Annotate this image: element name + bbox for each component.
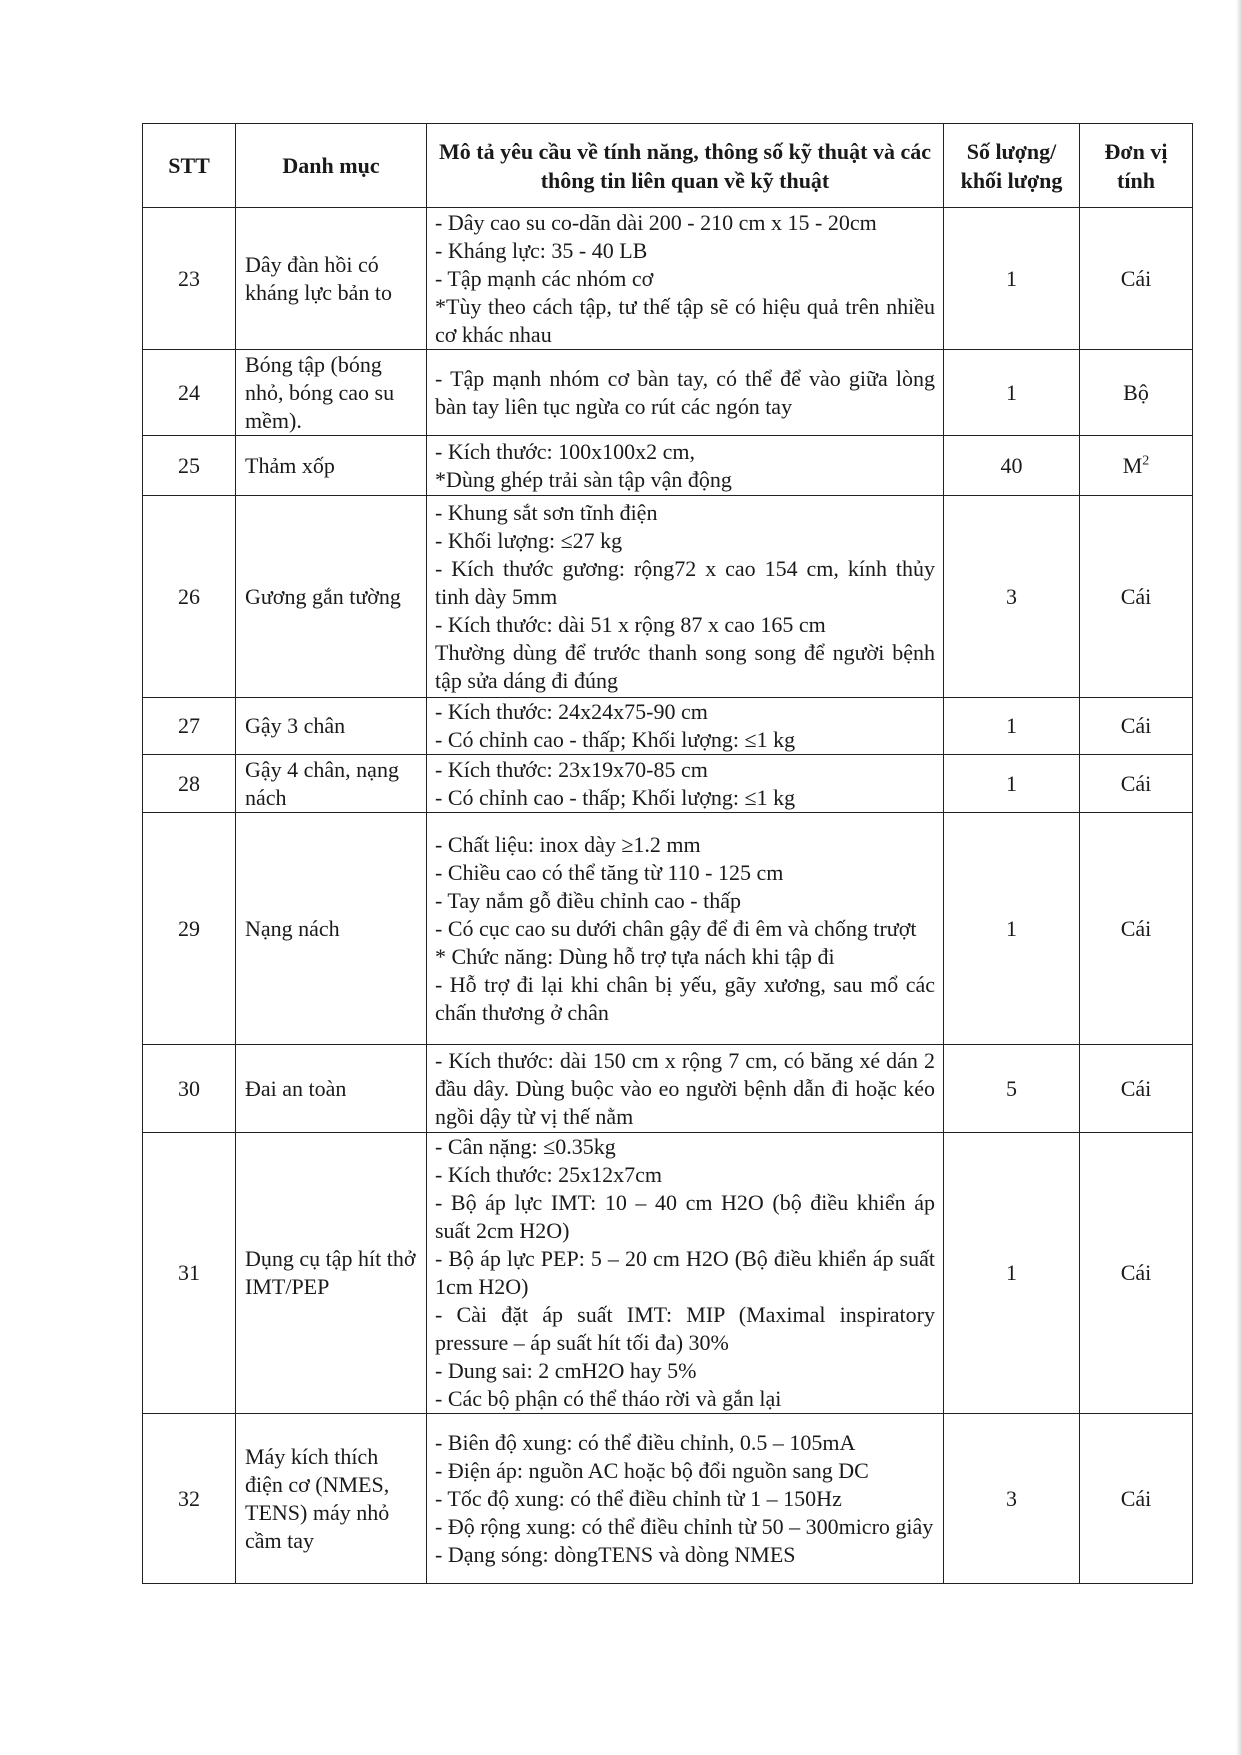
header-category: Danh mục xyxy=(236,124,427,208)
row-description xyxy=(427,698,944,755)
row-description xyxy=(427,1045,944,1133)
header-unit: Đơn vị tính xyxy=(1080,124,1193,208)
description-line: - Kháng lực: 35 - 40 LB xyxy=(435,237,648,263)
row-quantity: 1 xyxy=(944,350,1080,436)
description-line: - Có chỉnh cao - thấp; Khối lượng: ≤1 kg xyxy=(435,784,796,810)
row-description xyxy=(427,208,944,350)
unit-label: Cái xyxy=(1120,915,1152,941)
row-stt: 31 xyxy=(143,1133,236,1414)
description-line: - Độ rộng xung: có thể điều chỉnh từ 50 – 300micro giây xyxy=(435,1513,934,1539)
description-line: - Cân nặng: ≤0.35kg xyxy=(435,1134,616,1159)
description-line: - Kích thước gương: rộng72 x cao 154 cm, kính thủy tinh dày 5mm xyxy=(435,555,935,609)
row-description xyxy=(427,1414,944,1584)
table-row xyxy=(143,436,1193,496)
row-description xyxy=(427,496,944,698)
unit-label: Cái xyxy=(1120,1485,1152,1511)
row-unit xyxy=(1080,208,1193,350)
row-category: Bóng tập (bóng nhỏ, bóng cao su mềm). xyxy=(236,350,427,436)
description-line: - Tập mạnh nhóm cơ bàn tay, có thể để vào giữa lòng bàn tay liên tục ngừa co rút các ngón tay xyxy=(435,365,935,419)
table-row xyxy=(143,208,1193,350)
table-row xyxy=(143,1414,1193,1584)
description-line: - Dây cao su co-dãn dài 200 - 210 cm x 15 - 20cm xyxy=(435,209,877,235)
row-category: Gậy 4 chân, nạng nách xyxy=(236,755,427,813)
description-line: - Biên độ xung: có thể điều chỉnh, 0.5 – 105mA xyxy=(435,1429,856,1455)
row-quantity: 1 xyxy=(944,698,1080,755)
table-row xyxy=(143,1045,1193,1133)
table-row xyxy=(143,755,1193,813)
row-quantity: 5 xyxy=(944,1045,1080,1133)
unit-label: M xyxy=(1122,452,1143,478)
description-line: - Bộ áp lực IMT: 10 – 40 cm H2O (bộ điều khiển áp suất 2cm H2O) xyxy=(435,1190,935,1243)
description-line: - Kích thước: dài 51 x rộng 87 x cao 165 cm xyxy=(435,611,826,637)
description-line: - Chất liệu: inox dày ≥1.2 mm xyxy=(435,831,701,857)
unit-label: Cái xyxy=(1120,1075,1152,1101)
unit-label: Cái xyxy=(1120,265,1152,291)
unit-label: Cái xyxy=(1120,770,1152,796)
row-category: Gậy 3 chân xyxy=(236,698,427,755)
header-stt: STT xyxy=(143,124,236,208)
row-stt: 23 xyxy=(143,208,236,350)
description-line: - Cài đặt áp suất IMT: MIP (Maximal inspiratory pressure – áp suất hít tối đa) 30% xyxy=(435,1302,935,1355)
row-description xyxy=(427,436,944,496)
row-category: Nạng nách xyxy=(236,813,427,1045)
description-line: - Tay nắm gỗ điều chỉnh cao - thấp xyxy=(435,887,741,913)
description-line: - Dung sai: 2 cmH2O hay 5% xyxy=(435,1358,697,1383)
description-line: - Khung sắt sơn tĩnh điện xyxy=(435,499,658,525)
description-line: - Dạng sóng: dòngTENS và dòng NMES xyxy=(435,1541,796,1567)
equipment-spec-table xyxy=(142,123,1193,1584)
row-category: Gương gắn tường xyxy=(236,496,427,698)
unit-label: Bộ xyxy=(1123,379,1149,405)
row-stt: 30 xyxy=(143,1045,236,1133)
row-stt: 28 xyxy=(143,755,236,813)
row-quantity: 1 xyxy=(944,813,1080,1045)
row-quantity: 1 xyxy=(944,1133,1080,1414)
description-line: - Có chỉnh cao - thấp; Khối lượng: ≤1 kg xyxy=(435,727,796,752)
row-unit xyxy=(1080,755,1193,813)
row-category: Đai an toàn xyxy=(236,1045,427,1133)
description-line: *Tùy theo cách tập, tư thế tập sẽ có hiệu quả trên nhiều cơ khác nhau xyxy=(435,293,935,347)
description-line: - Có cục cao su dưới chân gậy để đi êm và chống trượt xyxy=(435,915,917,941)
description-line: - Kích thước: 23x19x70-85 cm xyxy=(435,756,708,782)
unit-label: Cái xyxy=(1120,713,1152,738)
row-category: Dụng cụ tập hít thở IMT/PEP xyxy=(236,1133,427,1414)
description-line: - Chiều cao có thể tăng từ 110 - 125 cm xyxy=(435,859,784,885)
row-stt: 24 xyxy=(143,350,236,436)
table-header-row xyxy=(143,124,1193,208)
row-unit xyxy=(1080,813,1193,1045)
row-quantity: 1 xyxy=(944,208,1080,350)
row-unit xyxy=(1080,350,1193,436)
table-row xyxy=(143,698,1193,755)
row-stt: 26 xyxy=(143,496,236,698)
page-edge-shadow xyxy=(1236,0,1242,1755)
header-description: Mô tả yêu cầu về tính năng, thông số kỹ thuật và các thông tin liên quan về kỹ thuật xyxy=(427,124,944,208)
description-line: - Tập mạnh các nhóm cơ xyxy=(435,265,654,291)
row-description xyxy=(427,350,944,436)
row-unit xyxy=(1080,1414,1193,1584)
description-line: *Dùng ghép trải sàn tập vận động xyxy=(435,466,732,492)
row-unit xyxy=(1080,1133,1193,1414)
row-quantity: 3 xyxy=(944,1414,1080,1584)
row-unit xyxy=(1080,698,1193,755)
row-unit xyxy=(1080,1045,1193,1133)
row-description xyxy=(427,813,944,1045)
description-line: - Tốc độ xung: có thể điều chỉnh từ 1 – 150Hz xyxy=(435,1485,842,1511)
unit-label: Cái xyxy=(1120,1260,1152,1285)
description-line: - Kích thước: 25x12x7cm xyxy=(435,1162,663,1187)
description-line: - Kích thước: 100x100x2 cm, xyxy=(435,438,696,464)
table-row xyxy=(143,350,1193,436)
table-row xyxy=(143,496,1193,698)
row-stt: 27 xyxy=(143,698,236,755)
row-category: Máy kích thích điện cơ (NMES, TENS) máy nhỏ cầm tay xyxy=(236,1414,427,1584)
description-line: - Kích thước: 24x24x75-90 cm xyxy=(435,699,708,724)
unit-superscript: 2 xyxy=(1142,453,1150,469)
description-line: * Chức năng: Dùng hỗ trợ tựa nách khi tập đi xyxy=(435,943,835,969)
row-stt: 25 xyxy=(143,436,236,496)
row-quantity: 1 xyxy=(944,755,1080,813)
description-line: - Bộ áp lực PEP: 5 – 20 cm H2O (Bộ điều khiển áp suất 1cm H2O) xyxy=(435,1246,935,1299)
table-body xyxy=(143,208,1193,1584)
unit-label: Cái xyxy=(1120,583,1152,609)
row-description xyxy=(427,755,944,813)
description-line: Thường dùng để trước thanh song song để người bệnh tập sửa dáng đi đúng xyxy=(435,639,935,693)
row-quantity: 40 xyxy=(944,436,1080,496)
description-line: - Hỗ trợ đi lại khi chân bị yếu, gãy xương, sau mổ các chấn thương ở chân xyxy=(435,971,935,1025)
description-line: - Kích thước: dài 150 cm x rộng 7 cm, có băng xé dán 2 đầu dây. Dùng buộc vào eo người bệnh dẫn đi hoặc kéo ngồi dậy từ vị thế nằm xyxy=(435,1047,935,1129)
row-unit xyxy=(1080,496,1193,698)
row-stt: 32 xyxy=(143,1414,236,1584)
row-category: Thảm xốp xyxy=(236,436,427,496)
table-row xyxy=(143,1133,1193,1414)
description-line: - Các bộ phận có thể tháo rời và gắn lại xyxy=(435,1386,782,1411)
row-quantity: 3 xyxy=(944,496,1080,698)
description-line: - Khối lượng: ≤27 kg xyxy=(435,527,623,553)
header-quantity: Số lượng/ khối lượng xyxy=(944,124,1080,208)
row-category: Dây đàn hồi có kháng lực bản to xyxy=(236,208,427,350)
row-unit xyxy=(1080,436,1193,496)
row-description xyxy=(427,1133,944,1414)
description-line: - Điện áp: nguồn AC hoặc bộ đổi nguồn sang DC xyxy=(435,1457,869,1483)
row-stt: 29 xyxy=(143,813,236,1045)
table-row xyxy=(143,813,1193,1045)
